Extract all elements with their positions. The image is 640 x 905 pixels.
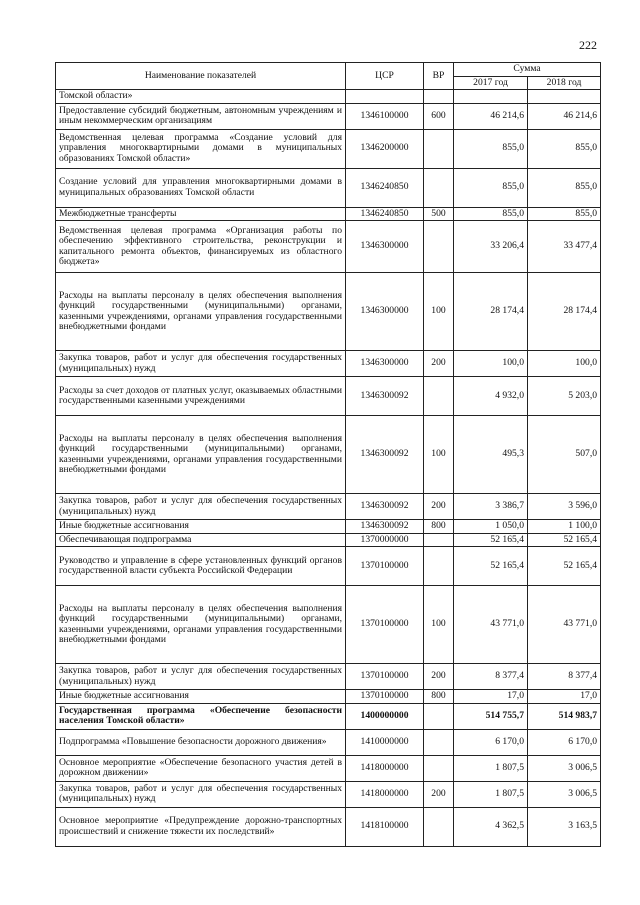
row-2018: 855,0 xyxy=(528,207,601,221)
table-row xyxy=(56,351,601,377)
row-2017: 100,0 xyxy=(454,351,528,377)
row-2018: 514 983,7 xyxy=(528,703,601,729)
table-row xyxy=(56,90,601,104)
row-2017: 855,0 xyxy=(454,207,528,221)
row-2017: 8 377,4 xyxy=(454,664,528,690)
row-csr: 1418000000 xyxy=(346,781,424,807)
row-csr: 1346300092 xyxy=(346,520,424,534)
table-row xyxy=(56,103,601,129)
row-name: Основное мероприятие «Обеспечение безопасного участия детей в дорожном движении» xyxy=(56,755,346,781)
row-csr: 1418100000 xyxy=(346,807,424,846)
row-2017: 46 214,6 xyxy=(454,103,528,129)
row-name: Государственная программа «Обеспечение безопасности населения Томской области» xyxy=(56,703,346,729)
row-csr: 1346300092 xyxy=(346,416,424,494)
row-2018: 3 163,5 xyxy=(528,807,601,846)
row-2018: 28 174,4 xyxy=(528,273,601,351)
row-name: Ведомственная целевая программа «Организация работы по обеспечению эффективного строительства, реконструкции и капитального ремонта объектов, финансируемых из областного бюджета» xyxy=(56,221,346,273)
row-vr xyxy=(424,221,454,273)
row-name: Закупка товаров, работ и услуг для обеспечения государственных (муниципальных) нужд xyxy=(56,351,346,377)
row-csr: 1370000000 xyxy=(346,533,424,547)
row-2018: 507,0 xyxy=(528,416,601,494)
row-csr: 1370100000 xyxy=(346,690,424,704)
row-vr xyxy=(424,377,454,416)
row-vr xyxy=(424,168,454,207)
row-vr: 200 xyxy=(424,664,454,690)
row-name: Иные бюджетные ассигнования xyxy=(56,520,346,534)
row-2017: 52 165,4 xyxy=(454,547,528,586)
row-2018: 855,0 xyxy=(528,168,601,207)
header-year-2017: 2017 год xyxy=(454,76,528,90)
row-csr: 1346300092 xyxy=(346,377,424,416)
row-vr xyxy=(424,703,454,729)
table-row xyxy=(56,729,601,755)
row-name: Расходы за счет доходов от платных услуг, оказываемых областными государственными казенными учреждениями xyxy=(56,377,346,416)
row-2018: 855,0 xyxy=(528,129,601,168)
table-row xyxy=(56,533,601,547)
header-name: Наименование показателей xyxy=(56,63,346,90)
row-vr xyxy=(424,90,454,104)
row-2018: 52 165,4 xyxy=(528,547,601,586)
row-2018: 100,0 xyxy=(528,351,601,377)
row-2018: 1 100,0 xyxy=(528,520,601,534)
row-vr: 500 xyxy=(424,207,454,221)
row-2018: 52 165,4 xyxy=(528,533,601,547)
row-name: Расходы на выплаты персоналу в целях обеспечения выполнения функций государственными (муниципальными) органами, казенными учреждениями, органами управления государственными внебюджетными фондами xyxy=(56,586,346,664)
row-2017: 1 050,0 xyxy=(454,520,528,534)
row-name: Обеспечивающая подпрограмма xyxy=(56,533,346,547)
table-row xyxy=(56,781,601,807)
row-csr: 1346240850 xyxy=(346,207,424,221)
row-2018: 3 006,5 xyxy=(528,781,601,807)
row-2017: 43 771,0 xyxy=(454,586,528,664)
row-vr: 200 xyxy=(424,351,454,377)
row-vr: 100 xyxy=(424,416,454,494)
row-vr xyxy=(424,547,454,586)
row-2017: 52 165,4 xyxy=(454,533,528,547)
header-row xyxy=(56,63,601,77)
row-2017: 28 174,4 xyxy=(454,273,528,351)
row-name: Закупка товаров, работ и услуг для обеспечения государственных (муниципальных) нужд xyxy=(56,664,346,690)
row-2018: 46 214,6 xyxy=(528,103,601,129)
table-row xyxy=(56,755,601,781)
table-row xyxy=(56,416,601,494)
header-csr: ЦСР xyxy=(346,63,424,90)
row-vr xyxy=(424,129,454,168)
table-row xyxy=(56,690,601,704)
row-vr: 600 xyxy=(424,103,454,129)
row-name: Томской области» xyxy=(56,90,346,104)
row-vr xyxy=(424,755,454,781)
row-vr: 200 xyxy=(424,781,454,807)
row-2018: 43 771,0 xyxy=(528,586,601,664)
table-row xyxy=(56,547,601,586)
row-2017: 855,0 xyxy=(454,129,528,168)
table-row xyxy=(56,207,601,221)
row-name: Расходы на выплаты персоналу в целях обеспечения выполнения функций государственными (муниципальными) органами, казенными учреждениями, органами управления государственными внебюджетными фондами xyxy=(56,416,346,494)
row-vr xyxy=(424,807,454,846)
row-name: Расходы на выплаты персоналу в целях обеспечения выполнения функций государственными (муниципальными) органами, казенными учреждениями, органами управления государственными внебюджетными фондами xyxy=(56,273,346,351)
table-row xyxy=(56,807,601,846)
row-2017: 1 807,5 xyxy=(454,755,528,781)
row-name: Руководство и управление в сфере установленных функций органов государственной власти субъекта Российской Федерации xyxy=(56,547,346,586)
table-row xyxy=(56,586,601,664)
table-row xyxy=(56,168,601,207)
table-row xyxy=(56,221,601,273)
row-csr: 1346300000 xyxy=(346,273,424,351)
page-number: 222 xyxy=(579,38,597,52)
row-2017: 6 170,0 xyxy=(454,729,528,755)
row-2017: 33 206,4 xyxy=(454,221,528,273)
row-2018: 3 006,5 xyxy=(528,755,601,781)
row-name: Основное мероприятие «Предупреждение дорожно-транспортных происшествий и снижение тяжести их последствий» xyxy=(56,807,346,846)
header-year-2018: 2018 год xyxy=(528,76,601,90)
table-row xyxy=(56,129,601,168)
row-2017: 495,3 xyxy=(454,416,528,494)
table-row xyxy=(56,520,601,534)
header-sum: Сумма xyxy=(454,63,601,77)
row-2017: 3 386,7 xyxy=(454,494,528,520)
row-csr: 1400000000 xyxy=(346,703,424,729)
row-vr: 100 xyxy=(424,273,454,351)
row-csr: 1370100000 xyxy=(346,664,424,690)
header-vr: ВР xyxy=(424,63,454,90)
row-csr: 1346300000 xyxy=(346,351,424,377)
table-body xyxy=(56,90,601,847)
row-name: Подпрограмма «Повышение безопасности дорожного движения» xyxy=(56,729,346,755)
row-vr: 100 xyxy=(424,586,454,664)
row-csr: 1346300092 xyxy=(346,494,424,520)
row-2017: 855,0 xyxy=(454,168,528,207)
table-row xyxy=(56,494,601,520)
row-csr: 1346200000 xyxy=(346,129,424,168)
table-row xyxy=(56,273,601,351)
row-name: Создание условий для управления многоквартирными домами в муниципальных образованиях Томской области xyxy=(56,168,346,207)
row-vr xyxy=(424,729,454,755)
row-csr: 1346240850 xyxy=(346,168,424,207)
row-2018: 6 170,0 xyxy=(528,729,601,755)
budget-table xyxy=(55,62,601,847)
table-row xyxy=(56,664,601,690)
row-name: Иные бюджетные ассигнования xyxy=(56,690,346,704)
row-csr xyxy=(346,90,424,104)
table-row xyxy=(56,377,601,416)
row-name: Предоставление субсидий бюджетным, автономным учреждениям и иным некоммерческим организациям xyxy=(56,103,346,129)
row-csr: 1370100000 xyxy=(346,547,424,586)
row-2018 xyxy=(528,90,601,104)
row-vr: 800 xyxy=(424,690,454,704)
row-2018: 17,0 xyxy=(528,690,601,704)
row-2018: 8 377,4 xyxy=(528,664,601,690)
row-csr: 1370100000 xyxy=(346,586,424,664)
row-name: Закупка товаров, работ и услуг для обеспечения государственных (муниципальных) нужд xyxy=(56,494,346,520)
row-2018: 3 596,0 xyxy=(528,494,601,520)
row-vr: 200 xyxy=(424,494,454,520)
row-csr: 1346300000 xyxy=(346,221,424,273)
row-csr: 1410000000 xyxy=(346,729,424,755)
row-2017 xyxy=(454,90,528,104)
table-row xyxy=(56,703,601,729)
row-2017: 17,0 xyxy=(454,690,528,704)
row-vr xyxy=(424,533,454,547)
row-2018: 33 477,4 xyxy=(528,221,601,273)
row-2017: 4 932,0 xyxy=(454,377,528,416)
row-name: Закупка товаров, работ и услуг для обеспечения государственных (муниципальных) нужд xyxy=(56,781,346,807)
row-csr: 1346100000 xyxy=(346,103,424,129)
row-name: Межбюджетные трансферты xyxy=(56,207,346,221)
row-2017: 514 755,7 xyxy=(454,703,528,729)
row-2018: 5 203,0 xyxy=(528,377,601,416)
row-name: Ведомственная целевая программа «Создание условий для управления многоквартирными домами в муниципальных образованиях Томской области» xyxy=(56,129,346,168)
row-vr: 800 xyxy=(424,520,454,534)
row-2017: 4 362,5 xyxy=(454,807,528,846)
row-2017: 1 807,5 xyxy=(454,781,528,807)
row-csr: 1418000000 xyxy=(346,755,424,781)
